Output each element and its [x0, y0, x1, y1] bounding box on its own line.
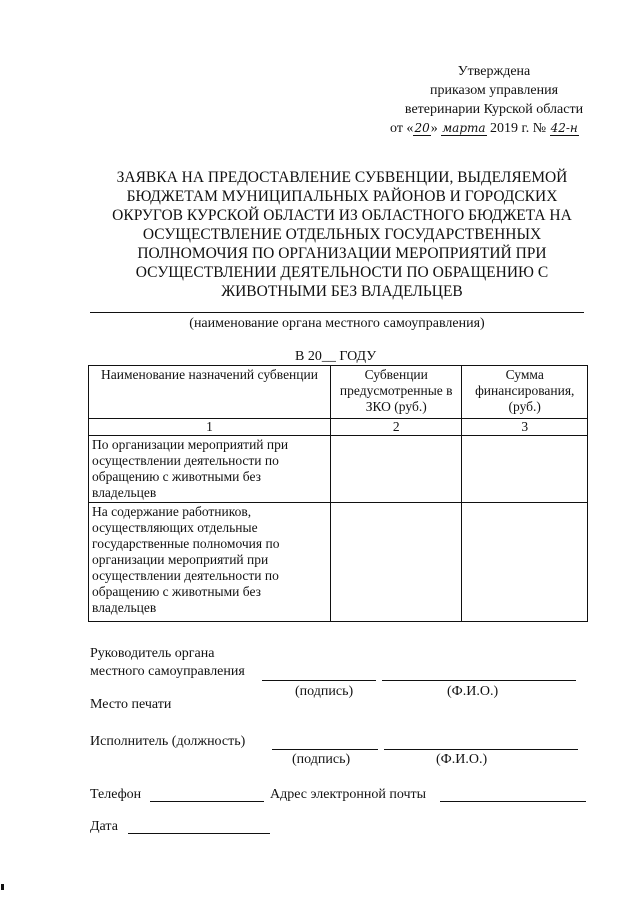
subvention-table — [88, 365, 588, 622]
date-label: Дата — [90, 819, 118, 834]
row-2-planned-cell[interactable] — [330, 503, 462, 622]
email-line[interactable] — [440, 801, 586, 802]
head-name-line[interactable] — [382, 680, 576, 681]
row-1-planned-cell[interactable] — [330, 436, 462, 503]
table-row — [89, 436, 588, 503]
table-row — [89, 503, 588, 622]
approval-day: 20 — [414, 121, 430, 135]
head-signature-caption: (подпись) — [295, 684, 354, 699]
executor-label: Исполнитель (должность) — [90, 734, 246, 749]
approval-line-2: приказом управления — [429, 83, 559, 98]
executor-signature-line[interactable] — [272, 749, 378, 750]
email-label: Адрес электронной почты — [270, 787, 427, 802]
approval-month: марта — [442, 121, 486, 135]
row-1-name: По организации мероприятий при осуществлении деятельности по обращению с животными без владельцев — [89, 436, 331, 503]
document-title: ЗАЯВКА НА ПРЕДОСТАВЛЕНИЕ СУБВЕНЦИИ, ВЫДЕЛЯЕМОЙ БЮДЖЕТАМ МУНИЦИПАЛЬНЫХ РАЙОНОВ И ГОРОДСКИХ ОКРУГОВ КУРСКОЙ ОБЛАСТИ ИЗ ОБЛАСТНОГО БЮДЖЕТА НА ОСУЩЕСТВЛЕНИЕ ОТДЕЛЬНЫХ ГОСУДАРСТВЕННЫХ ПОЛНОМОЧИЯ ПО ОРГАНИЗАЦИИ МЕРОПРИЯТИЙ ПРИ ОСУЩЕСТВЛЕНИИ ДЕЯТЕЛЬНОСТИ ПО ОБРАЩЕНИЮ С ЖИВОТНЫМИ БЕЗ ВЛАДЕЛЬЦЕВ — [112, 169, 572, 300]
approval-line-3: ветеринарии Курской области — [404, 102, 584, 117]
row-2-amount-cell[interactable] — [462, 503, 588, 622]
scan-mark — [1, 884, 4, 890]
approval-date-line — [390, 119, 598, 138]
stamp-label: Место печати — [90, 697, 172, 712]
row-2-name: На содержание работников, осуществляющих отдельные государственные полномочия по организации мероприятий при осуществлении деятельности по обращению с животными без владельцев — [89, 503, 331, 622]
phone-line[interactable] — [150, 801, 264, 802]
table-number-row — [89, 419, 588, 436]
header-cell-planned: Субвенции предусмотренные в ЗКО (руб.) — [330, 366, 462, 419]
approval-prefix: от « — [390, 121, 414, 136]
approval-mid: » — [430, 121, 438, 136]
column-number-1: 1 — [89, 419, 331, 436]
year-line: В 20__ ГОДУ — [295, 349, 377, 364]
executor-signature-caption: (подпись) — [292, 752, 351, 767]
header-cell-amount: Сумма финансирования, (руб.) — [462, 366, 588, 419]
column-number-2: 2 — [330, 419, 462, 436]
head-name-caption: (Ф.И.О.) — [447, 684, 499, 699]
approval-number: 42-н — [550, 121, 578, 135]
head-signature-line[interactable] — [262, 680, 376, 681]
executor-name-line[interactable] — [384, 749, 578, 750]
org-name-caption: (наименование органа местного самоуправления) — [189, 316, 485, 331]
head-label-1: Руководитель органа — [90, 646, 215, 661]
column-number-3: 3 — [462, 419, 588, 436]
approval-line-1: Утверждена — [457, 64, 531, 79]
approval-block — [390, 62, 598, 138]
head-label-2: местного самоуправления — [90, 664, 245, 679]
row-1-amount-cell[interactable] — [462, 436, 588, 503]
executor-name-caption: (Ф.И.О.) — [436, 752, 488, 767]
phone-label: Телефон — [90, 787, 142, 802]
table-header-row — [89, 366, 588, 419]
approval-year: 2019 г. № — [490, 121, 547, 136]
org-name-line[interactable] — [90, 312, 584, 313]
date-line[interactable] — [128, 833, 270, 834]
header-cell-name: Наименование назначений субвенции — [89, 366, 331, 419]
